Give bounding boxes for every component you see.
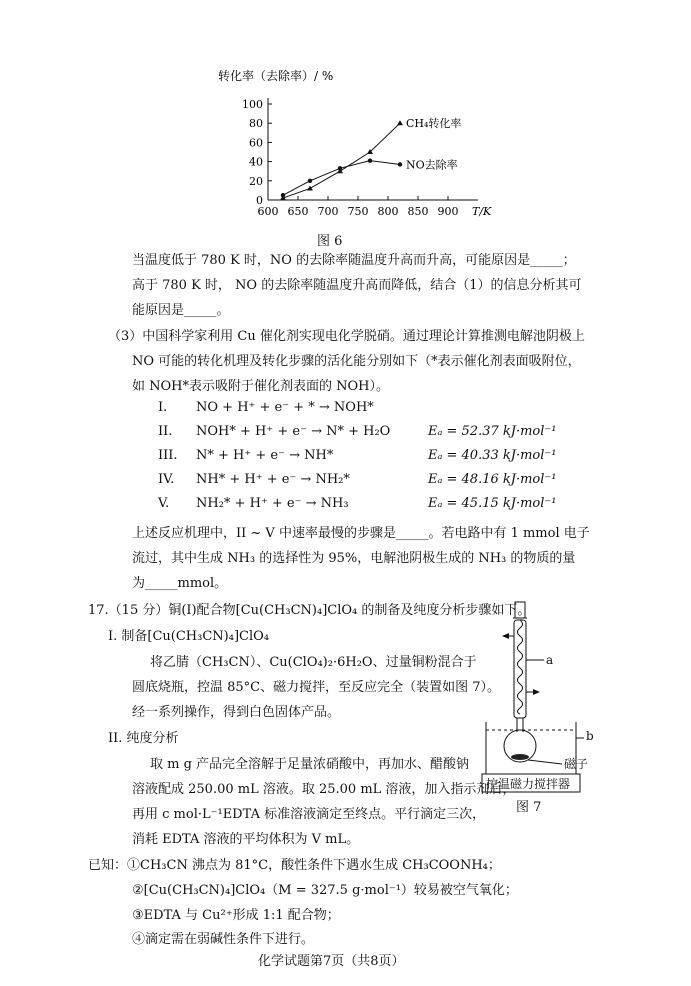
- series-line: [283, 161, 400, 196]
- x-axis-label: T/K: [472, 205, 492, 218]
- q17-part-I-line-2: 圆底烧瓶，控温 85°C、磁力搅拌，至反应完全（装置如图 7）。: [132, 680, 501, 695]
- y-tick-label: 60: [249, 136, 263, 150]
- q16-tail-line-1: 上述反应机理中，II ~ V 中速率最慢的步骤是_____。若电路中有 1 mmol 电子: [132, 526, 590, 541]
- label-magnet: 磁子: [564, 757, 589, 771]
- x-tick-label: 600: [257, 205, 279, 218]
- activation-energy: Eₐ = 40.33 kJ·mol⁻¹: [428, 448, 557, 463]
- q17-part-II-line-2: 溶液配成 250.00 mL 溶液。取 25.00 mL 溶液，加入指示剂后，: [132, 782, 516, 797]
- q17-title: 17.（15 分）铜(I)配合物[Cu(CH₃CN)₄]ClO₄ 的制备及纯度分析步骤如下。: [88, 603, 531, 618]
- label-a: a: [546, 653, 554, 667]
- y-tick-label: 0: [256, 194, 263, 207]
- q17-part-I-heading: I. 制备[Cu(CH₃CN)₄]ClO₄: [108, 629, 270, 644]
- label-stirrer: 控温磁力搅拌器: [486, 777, 571, 791]
- reaction-num: IV.: [158, 472, 175, 487]
- data-point: [308, 179, 312, 183]
- q16-3-line-2: NO 可能的转化机理及转化步骤的活化能分别如下（*表示催化剂表面吸附位，: [132, 354, 581, 369]
- known-line-4: ④滴定需在弱碱性条件下进行。: [132, 932, 315, 947]
- q17-part-I-line-3: 经一系列操作，得到白色固体产品。: [132, 705, 341, 720]
- q16-3-line-1: （3）中国科学家利用 Cu 催化剂实现电化学脱硝。通过理论计算推测电解池阴极上: [108, 329, 585, 344]
- reaction-equation: NO + H⁺ + e⁻ + * → NOH*: [196, 400, 374, 415]
- activation-energy: Eₐ = 52.37 kJ·mol⁻¹: [428, 424, 557, 439]
- reaction-equation: NOH* + H⁺ + e⁻ → N* + H₂O: [196, 424, 391, 439]
- known-line-2: ②[Cu(CH₃CN)₄]ClO₄（M = 327.5 g·mol⁻¹）较易被空气氧化；: [132, 883, 518, 898]
- q16-tail-line-2: 流过，其中生成 NH₃ 的选择性为 95%，电解池阴极生成的 NH₃ 的物质的量: [132, 551, 576, 566]
- x-tick-label: 900: [437, 205, 459, 218]
- reaction-num: V.: [158, 496, 170, 511]
- data-point: [397, 120, 403, 125]
- data-point: [307, 185, 313, 190]
- q17-part-II-line-1: 取 m g 产品完全溶解于足量浓硝酸中，再加水、醋酸钠: [150, 757, 470, 772]
- reaction-num: III.: [158, 448, 178, 463]
- q17-part-II-heading: II. 纯度分析: [108, 731, 179, 746]
- figure-7-apparatus: [478, 598, 613, 813]
- data-point: [368, 158, 372, 162]
- q16-3-line-3: 如 NOH*表示吸附于催化剂表面的 NOH）。: [132, 379, 390, 394]
- q17-part-II-line-3: 再用 c mol·L⁻¹EDTA 标准溶液滴定至终点。平行滴定三次，: [132, 807, 486, 822]
- x-tick-label: 650: [287, 205, 309, 218]
- q16-tail-line-3: 为_____mmol。: [132, 576, 228, 591]
- reaction-equation: NH₂* + H⁺ + e⁻ → NH₃: [196, 496, 349, 511]
- reaction-equation: NH* + H⁺ + e⁻ → NH₂*: [196, 472, 350, 487]
- series-line: [283, 123, 400, 198]
- label-b: b: [586, 729, 594, 743]
- data-point: [338, 166, 342, 170]
- x-tick-label: 700: [317, 205, 339, 218]
- y-axis-label: 转化率（去除率）/ %: [218, 69, 334, 83]
- q17-part-I-line-1: 将乙腈（CH₃CN）、Cu(ClO₄)₂·6H₂O、过量铜粉混合于: [150, 655, 477, 670]
- q16-line-3: 能原因是_____。: [132, 303, 230, 318]
- known-line-1: 已知：①CH₃CN 沸点为 81°C，酸性条件下遇水生成 CH₃COONH₄；: [88, 858, 501, 873]
- x-tick-label: 750: [347, 205, 369, 218]
- x-tick-label: 800: [377, 205, 399, 218]
- known-line-3: ③EDTA 与 Cu²⁺形成 1:1 配合物；: [132, 908, 340, 923]
- y-tick-label: 20: [249, 174, 263, 188]
- series-label: NO去除率: [406, 158, 458, 172]
- q17-part-II-line-4: 消耗 EDTA 溶液的平均体积为 V mL。: [132, 832, 360, 847]
- y-tick-label: 80: [249, 117, 263, 131]
- data-point: [398, 162, 402, 166]
- figure-6-chart: [200, 62, 492, 247]
- activation-energy: Eₐ = 48.16 kJ·mol⁻¹: [428, 472, 557, 487]
- figure-6-caption: 图 6: [317, 234, 343, 249]
- reaction-num: II.: [158, 424, 173, 439]
- reaction-equation: N* + H⁺ + e⁻ → NH*: [196, 448, 334, 463]
- page-footer: 化学试题第7页（共8页）: [258, 954, 405, 969]
- y-tick-label: 40: [249, 155, 263, 169]
- figure-7-caption: 图 7: [516, 800, 542, 815]
- data-point: [281, 193, 285, 197]
- y-tick-label: 100: [242, 98, 263, 111]
- series-label: CH₄转化率: [406, 117, 462, 131]
- q16-line-1: 当温度低于 780 K 时，NO 的去除率随温度升高而升高，可能原因是_____；: [132, 253, 576, 268]
- activation-energy: Eₐ = 45.15 kJ·mol⁻¹: [428, 496, 557, 511]
- q16-line-2: 高于 780 K 时， NO 的去除率随温度升高而降低，结合（1）的信息分析其可: [132, 278, 582, 293]
- reaction-num: I.: [158, 400, 168, 415]
- x-tick-label: 850: [407, 205, 429, 218]
